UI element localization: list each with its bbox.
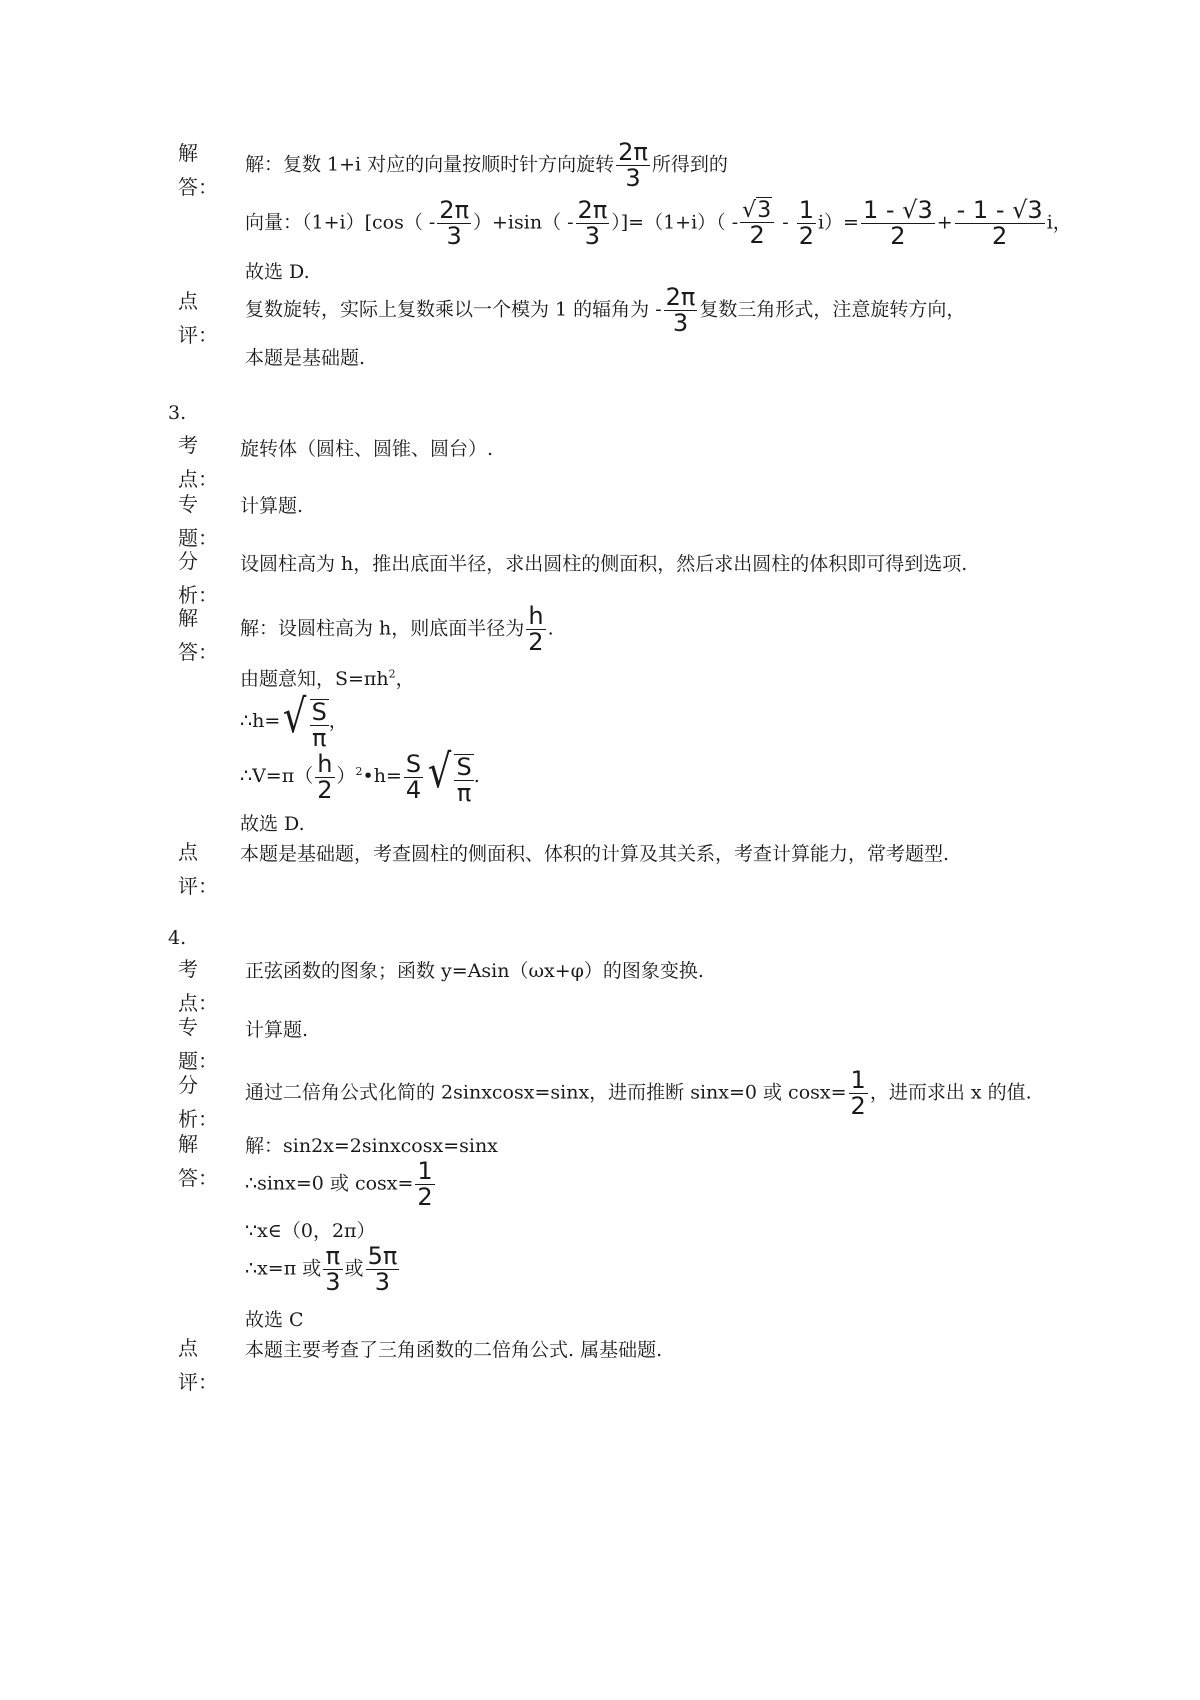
fraction-1-minus-sqrt3-over-2: $\frac{1 - √3}{2}$ — [862, 196, 933, 251]
q4-zhuanti: 计算题. — [245, 1019, 309, 1041]
fraction-2pi-over-3: $\frac{2\pi}{3}$ — [439, 196, 470, 251]
q2-jieda-line1 — [245, 140, 728, 191]
q2-jieda-text-end: 所得到的 — [651, 153, 728, 176]
q3-jieda-line4: ∴V=π（ $\frac{h}{2}$ ）$^2$•h= $\frac{S}{4}$ √ $\frac{S}{\pi}$ . — [240, 744, 480, 808]
q3-jieda-line2: 由题意知，$S=\pi h^2$， — [240, 667, 415, 690]
fraction-5pi-over-3: $\frac{5\pi}{3}$ — [367, 1242, 398, 1297]
fraction-pi-over-3: $\frac{\pi}{3}$ — [325, 1242, 341, 1297]
q4-zhuanti-label: 专题： — [178, 1015, 218, 1073]
q4-jieda-label: 解答： — [178, 1132, 218, 1190]
fraction-1-over-2: $\frac{1}{2}$ — [798, 196, 814, 251]
q3-fenxi-label: 分析： — [178, 549, 218, 607]
q4-jieda-line1: 解：sin2x=2sinxcosx=sinx — [245, 1135, 498, 1157]
q4-number: 4. — [168, 927, 187, 949]
q3-number: 3. — [168, 402, 187, 424]
fraction-1-over-2: $\frac{1}{2}$ — [850, 1066, 866, 1121]
q3-jieda-line5: 故选 D. — [240, 813, 305, 835]
q3-fenxi: 设圆柱高为 h，推出底面半径，求出圆柱的侧面积，然后求出圆柱的体积即可得到选项. — [240, 553, 968, 575]
q4-jieda-line4: ∴x=π 或 $\frac{\pi}{3}$ 或 $\frac{5\pi}{3}$ — [245, 1242, 398, 1297]
fraction-2pi-over-3: $\frac{2\pi}{3}$ — [665, 283, 696, 338]
q4-jieda-line2: ∴sinx=0 或 cosx= $\frac{1}{2}$ — [245, 1157, 433, 1212]
q3-dianping-label: 点评： — [178, 840, 218, 898]
fraction-neg1-minus-sqrt3-over-2: $\frac{- 1 - √3}{2}$ — [956, 196, 1043, 251]
fraction-1-over-2: $\frac{1}{2}$ — [417, 1157, 433, 1212]
q4-fenxi: 通过二倍角公式化简的 2sinxcosx=sinx，进而推断 sinx=0 或 cosx= $\frac{1}{2}$ ，进而求出 x 的值. — [245, 1066, 1032, 1121]
fraction-s-over-4: $\frac{S}{4}$ — [405, 749, 422, 804]
q2-jieda-line3: 故选 D. — [245, 261, 310, 283]
q3-jieda-line3: ∴h= √ $\frac{S}{\pi}$ ， — [240, 689, 348, 753]
q3-jieda-label: 解答： — [178, 606, 218, 664]
q2-dianping-label: 点评： — [178, 289, 218, 347]
sqrt-s-over-pi: √ $\frac{S}{\pi}$ — [428, 744, 472, 808]
q4-dianping-label: 点评： — [178, 1336, 218, 1394]
q3-kaodian-label: 考点： — [178, 433, 218, 491]
q2-dianping-line1: 复数旋转，实际上复数乘以一个模为 1 的辐角为 - $\frac{2\pi}{3}$ 复数三角形式，注意旋转方向， — [245, 283, 966, 338]
q3-kaodian: 旋转体（圆柱、圆锥、圆台）. — [240, 438, 494, 460]
q4-jieda-line3: ∵x∈（0，2π） — [245, 1220, 376, 1242]
fraction-2pi-over-3: $\frac{2\pi}{3}$ — [577, 196, 608, 251]
q3-zhuanti-label: 专题： — [178, 492, 218, 550]
q4-dianping: 本题主要考查了三角函数的二倍角公式. 属基础题. — [245, 1339, 663, 1361]
q3-zhuanti: 计算题. — [240, 495, 304, 517]
fraction-h-over-2: $\frac{h}{2}$ — [528, 602, 544, 657]
sqrt-s-over-pi: √ $\frac{S}{\pi}$ — [283, 689, 327, 753]
fraction-sqrt3-over-2: $\frac{√3}{2}$ — [740, 199, 774, 248]
fraction-2pi-over-3: $\frac{2\pi}{3}$ — [618, 138, 648, 193]
q4-kaodian-label: 考点： — [178, 957, 218, 1015]
q2-dianping-line2: 本题是基础题. — [245, 347, 366, 369]
q2-jieda-text: 解：复数 1+i 对应的向量按顺时针方向旋转 — [245, 153, 615, 176]
q2-jieda-line2: 向量：（1+i）[cos（ - $\frac{2\pi}{3}$ ）+isin（ - $\frac{2\pi}{3}$ ）]=（1+i）（ - $\frac{√3}{2}$ - $\frac{1}{2}$ i）= $\frac{1 - √3}{2}$ + $\frac{- 1 - √3}{2}$ i， — [245, 196, 1072, 251]
q3-jieda-line1: 解：设圆柱高为 h，则底面半径为 $\frac{h}{2}$ . — [240, 602, 554, 657]
q2-jieda-label: 解答： — [178, 141, 218, 199]
q3-dianping: 本题是基础题，考查圆柱的侧面积、体积的计算及其关系，考查计算能力，常考题型. — [240, 843, 950, 865]
q4-jieda-line5: 故选 C — [245, 1309, 304, 1331]
q4-kaodian: 正弦函数的图象；函数 y=Asin（ωx+φ）的图象变换. — [245, 960, 704, 982]
q4-fenxi-label: 分析： — [178, 1073, 218, 1131]
fraction-h-over-2: $\frac{h}{2}$ — [317, 749, 333, 804]
